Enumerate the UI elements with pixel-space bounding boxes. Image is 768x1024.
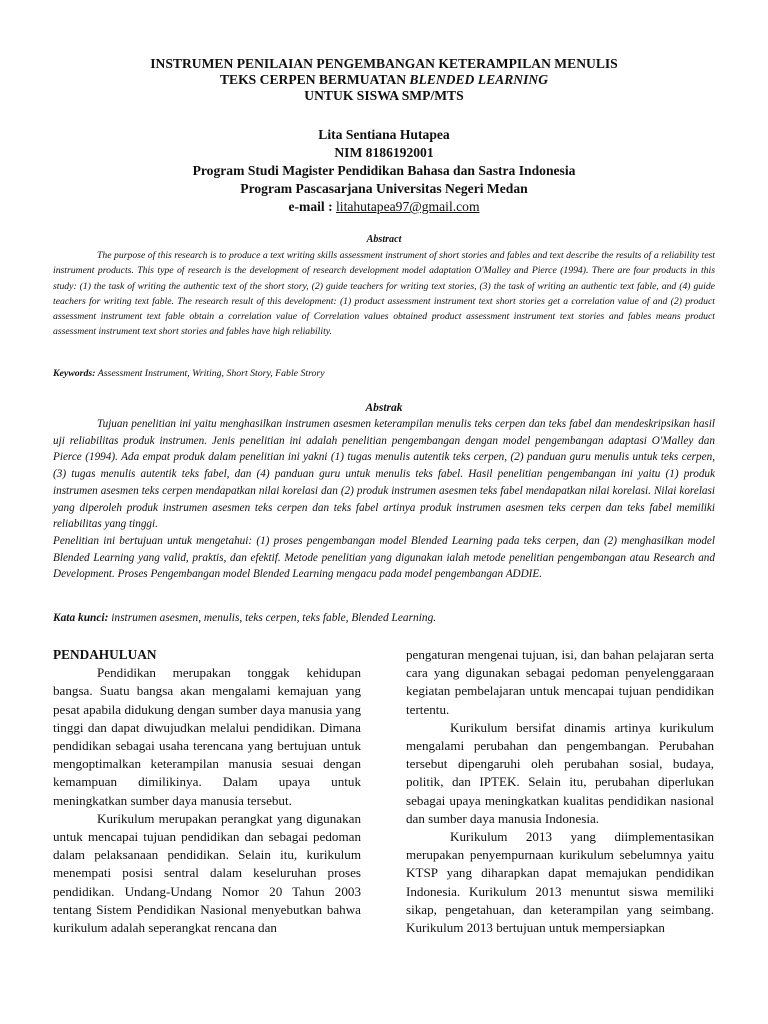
abstract-body [53, 248, 715, 340]
email-link[interactable]: litahutapea97@gmail.com [336, 199, 480, 214]
keywords-text: Assessment Instrument, Writing, Short Story, Fable Strory [95, 368, 325, 379]
title-line-1: INSTRUMEN PENILAIAN PENGEMBANGAN KETERAMPILAN MENULIS [150, 56, 618, 71]
title-line-2-text: TEKS CERPEN BERMUATAN [219, 72, 410, 87]
title-line-2 [0, 72, 768, 88]
kata-kunci-label: Kata kunci: [53, 612, 109, 624]
keywords-label: Keywords: [53, 368, 96, 379]
email-label: e-mail : [288, 199, 337, 214]
abstrak-paragraph-2: Penelitian ini bertujuan untuk mengetahui: (1) proses pengembangan model Blended Learning pada teks cerpen, dan (2) menghasilkan model Blended Learning yang valid, praktis, dan efektif. Metode penelitian yang digunakan ialah metode penelitian pengembangan atau Research and Development. Proses Pengembangan model Blended Learning mengacu pada model pengembangan ADDIE. [53, 534, 715, 581]
abstract-paragraph: The purpose of this research is to produce a text writing skills assessment instrument of short stories and fables and text describe the results of a reliability test instrument products. This type of research is the development of research development model adaptation O'Malley and Pierce (1994). There are four products in this study: (1) the task of writing the authentic text of the short story, (2) guide teachers for writing text stories, (3) the task of writing an authentic text fable, and (4) guide teachers for writing text fable. The research result of this development: (1) product assessment instrument text short stories get a correlation value of and (2) product assessment instrument text fable obtain a correlation value of Correlation values obtained product assessment instrument text stories and fables means product assessment instrument text short stories and fables have high reliability. [53, 250, 715, 338]
paper-title [0, 56, 768, 104]
kata-kunci-line [53, 612, 436, 624]
abstrak-paragraph-1: Tujuan penelitian ini yaitu menghasilkan instrumen asesmen keterampilan menulis teks cerpen dan teks fabel dan mendeskripsikan hasil uji reliabilitas produk instrumen. Jenis penelitian ini adalah penelitian pengembangan dengan model pengembangan adaptasi O'Malley dan Pierce (1994). Ada empat produk dalam penelitian ini yakni (1) tugas menulis autentik teks cerpen, (2) panduan guru menulis untuk teks cerpen, (3) tugas menulis autentik teks fabel, dan (4) panduan guru untuk menulis teks fabel. Hasil penelitian pengembangan ini yaitu (1) produk instrumen asesmen teks cerpen mendapatkan nilai korelasi dan (2) produk instrumen asesmen teks fabel mendapatkan nilai korelasi. Nilai korelasi yang diperoleh produk instrumen asesmen teks cerpen dan teks fabel artinya produk instrumen asesmen teks cerpen dan teks fabel memiliki reliabilitas yang tinggi. [53, 418, 715, 531]
kata-kunci-text: instrumen asesmen, menulis, teks cerpen, teks fable, Blended Learning. [108, 612, 437, 624]
right-paragraph-3: Kurikulum 2013 yang diimplementasikan merupakan penyempurnaan kurikulum sebelumnya yaitu KTSP yang diharapkan dapat memajukan pendidikan Indonesia. Kurikulum 2013 menuntut siswa memiliki sikap, pengetahuan, dan keterampilan yang seimbang. Kurikulum 2013 bertujuan untuk mempersiapkan [406, 829, 714, 936]
author-program: Program Studi Magister Pendidikan Bahasa dan Sastra Indonesia [192, 163, 576, 178]
section-heading-pendahuluan: PENDAHULUAN [53, 647, 157, 662]
keywords-line [53, 368, 325, 379]
author-block [0, 126, 768, 216]
left-paragraph-2: Kurikulum merupakan perangkat yang digunakan untuk mencapai tujuan pendidikan dan sebagai pedoman dalam pelaksanaan pendidikan. Selain itu, kurikulum menempati posisi sentral dalam keseluruhan proses pendidikan. Undang-Undang Nomor 20 Tahun 2003 tentang Sistem Pendidikan Nasional menyebutkan bahwa kurikulum adalah seperangkat rencana dan [53, 810, 361, 936]
author-email-line [0, 198, 768, 216]
author-name: Lita Sentiana Hutapea [318, 127, 450, 142]
left-paragraph-1: Pendidikan merupakan tonggak kehidupan bangsa. Suatu bangsa akan mengalami kemajuan yang pesat apabila didukung dengan sumber daya manusia yang tinggi dan dapat diwujudkan melalui pendidikan. Dimana pendidikan sebagai usaha terencana yang bertujuan untuk mengoptimalkan keterampilan manusia sesuai dengan kemampuan dimilikinya. Dalam upaya untuk meningkatkan sumber daya manusia tersebut. [53, 665, 361, 808]
abstrak-heading: Abstrak [365, 402, 403, 414]
abstract-heading: Abstract [366, 234, 402, 245]
right-paragraph-2: Kurikulum bersifat dinamis artinya kurikulum mengalami perubahan dan pengembangan. Perubahan tersebut dipengaruhi oleh perubahan sosial, budaya, politik, dan IPTEK. Selain itu, perubahan diperlukan sebagai upaya meningkatkan kualitas pendidikan nasional dan sumber daya manusia Indonesia. [406, 719, 714, 826]
abstrak-body [53, 416, 715, 583]
author-nim: NIM 8186192001 [334, 145, 434, 160]
title-line-2-italic: BLENDED LEARNING [409, 72, 549, 87]
left-column [53, 646, 361, 937]
author-school: Program Pascasarjana Universitas Negeri Medan [240, 181, 528, 196]
title-line-3: UNTUK SISWA SMP/MTS [304, 88, 464, 103]
right-column [406, 646, 714, 937]
right-paragraph-1: pengaturan mengenai tujuan, isi, dan bahan pelajaran serta cara yang digunakan sebagai pedoman penyelenggaraan kegiatan pembelajaran untuk mencapai tujuan pendidikan tertentu. [406, 647, 714, 717]
